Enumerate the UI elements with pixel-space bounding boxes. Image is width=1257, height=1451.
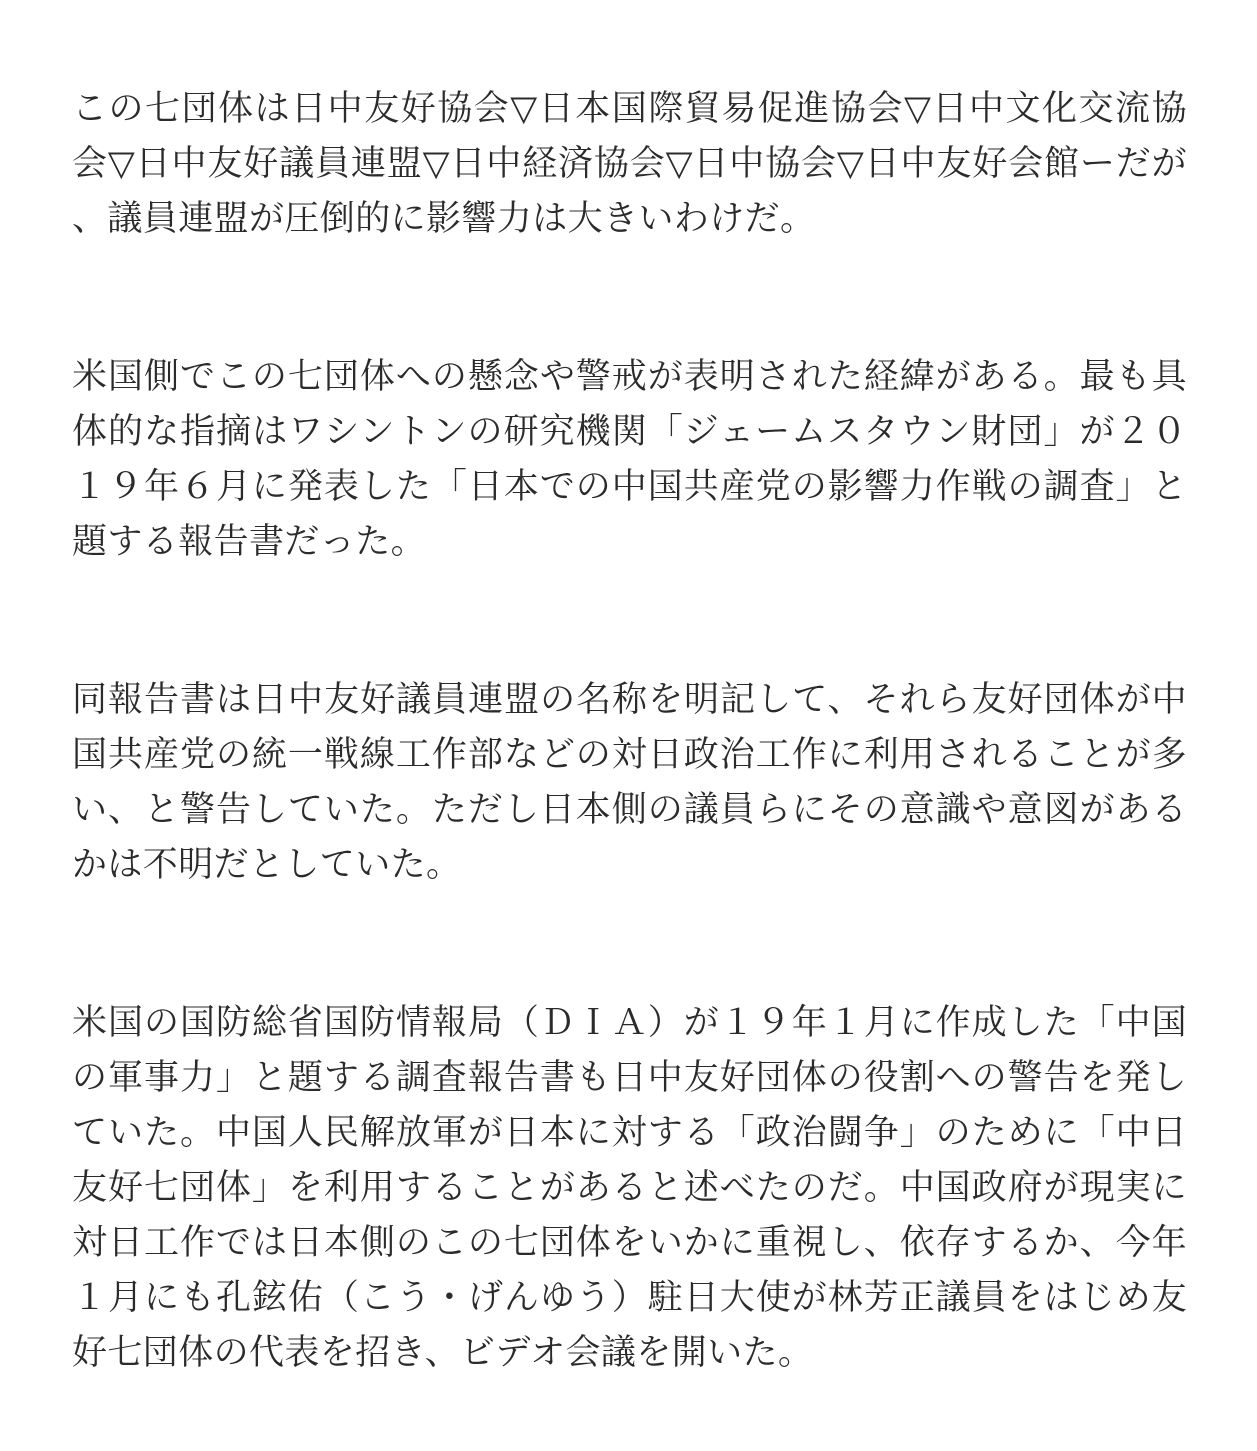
article-paragraph-3: 同報告書は日中友好議員連盟の名称を明記して、それら友好団体が中国共産党の統一戦線工作部などの対日政治工作に利用されることが多い、と警告していた。ただし日本側の議員らにその意識や意図があるかは不明だとしていた。 (72, 680, 1187, 885)
article-paragraph-4: 米国の国防総省国防情報局（ＤＩＡ）が１９年１月に作成した「中国の軍事力」と題する調査報告書も日中友好団体の役割への警告を発していた。中国人民解放軍が日本に対する「政治闘争」のために「中日友好七団体」を利用することがあると述べたのだ。中国政府が現実に対日工作では日本側のこの七団体をいかに重視し、依存するか、今年１月にも孔鉉佑（こう・げんゆう）駐日大使が林芳正議員をはじめ友好七団体の代表を招き、ビデオ会議を開いた。 (72, 1003, 1187, 1373)
article-body (72, 82, 1187, 1381)
article-paragraph-1: この七団体は日中友好協会▽日本国際貿易促進協会▽日中文化交流協会▽日中友好議員連盟▽日中経済協会▽日中協会▽日中友好会館ーだが、議員連盟が圧倒的に影響力は大きいわけだ。 (72, 89, 1187, 239)
article-paragraph-2: 米国側でこの七団体への懸念や警戒が表明された経緯がある。最も具体的な指摘はワシントンの研究機関「ジェームスタウン財団」が２０１９年６月に発表した「日本での中国共産党の影響力作戦の調査」と題する報告書だった。 (72, 357, 1187, 562)
